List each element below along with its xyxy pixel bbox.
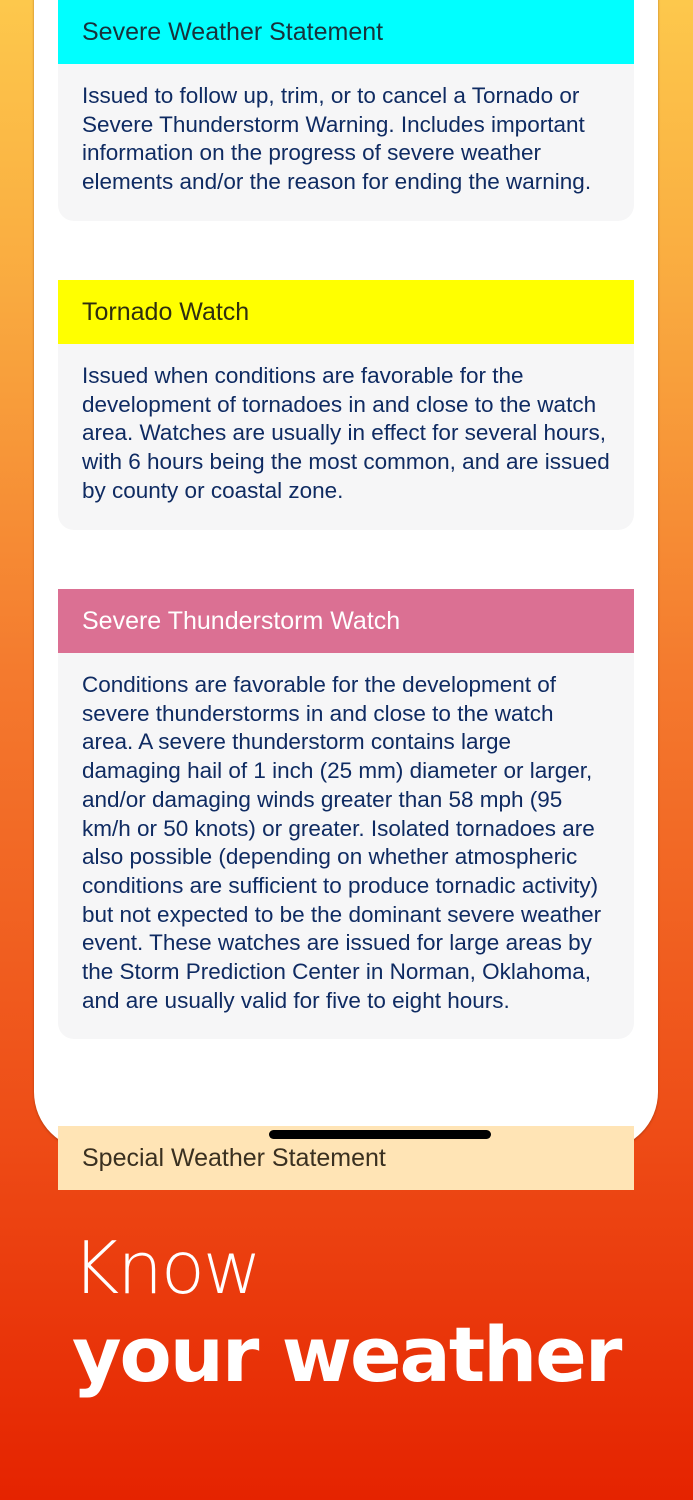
home-indicator	[269, 1130, 491, 1139]
card-title: Severe Weather Statement	[82, 17, 384, 46]
alert-card-severe-weather-statement[interactable]	[58, 0, 634, 221]
tagline-line2: your weather	[72, 1310, 621, 1399]
alert-card-tornado-watch[interactable]	[58, 280, 634, 530]
card-description: Issued to follow up, trim, or to cancel a Tornado or Severe Thunderstorm Warning. Includes important information on the progress of severe weather elements and/or the reason for ending the warning.	[82, 83, 592, 195]
card-header	[58, 589, 634, 653]
card-header	[58, 280, 634, 344]
card-title: Special Weather Statement	[82, 1143, 386, 1172]
phone-frame	[34, 0, 658, 1172]
card-title: Tornado Watch	[82, 297, 250, 326]
card-header	[58, 0, 634, 64]
card-description: Conditions are favorable for the development of severe thunderstorms in and close to the watch area. A severe thunderstorm contains large damaging hail of 1 inch (25 mm) diameter or larger, and/or damaging winds greater than 58 mph (95 km/h or 50 knots) or greater. Isolated tornadoes are also possible (depending on whether atmospheric conditions are sufficient to produce tornadic activity) but not expected to be the dominant severe weather event. These watches are issued for large areas by the Storm Prediction Center in Norman, Oklahoma, and are usually valid for five to eight hours.	[82, 672, 602, 1013]
tagline-line1: Know	[72, 1226, 260, 1310]
card-description: Issued when conditions are favorable for the development of tornadoes in and close to the watch area. Watches are usually in effect for several hours, with 6 hours being the most common, and are issued by county or coastal zone.	[82, 363, 610, 503]
alert-card-severe-thunderstorm-watch[interactable]	[58, 589, 634, 1039]
card-title: Severe Thunderstorm Watch	[82, 606, 401, 635]
